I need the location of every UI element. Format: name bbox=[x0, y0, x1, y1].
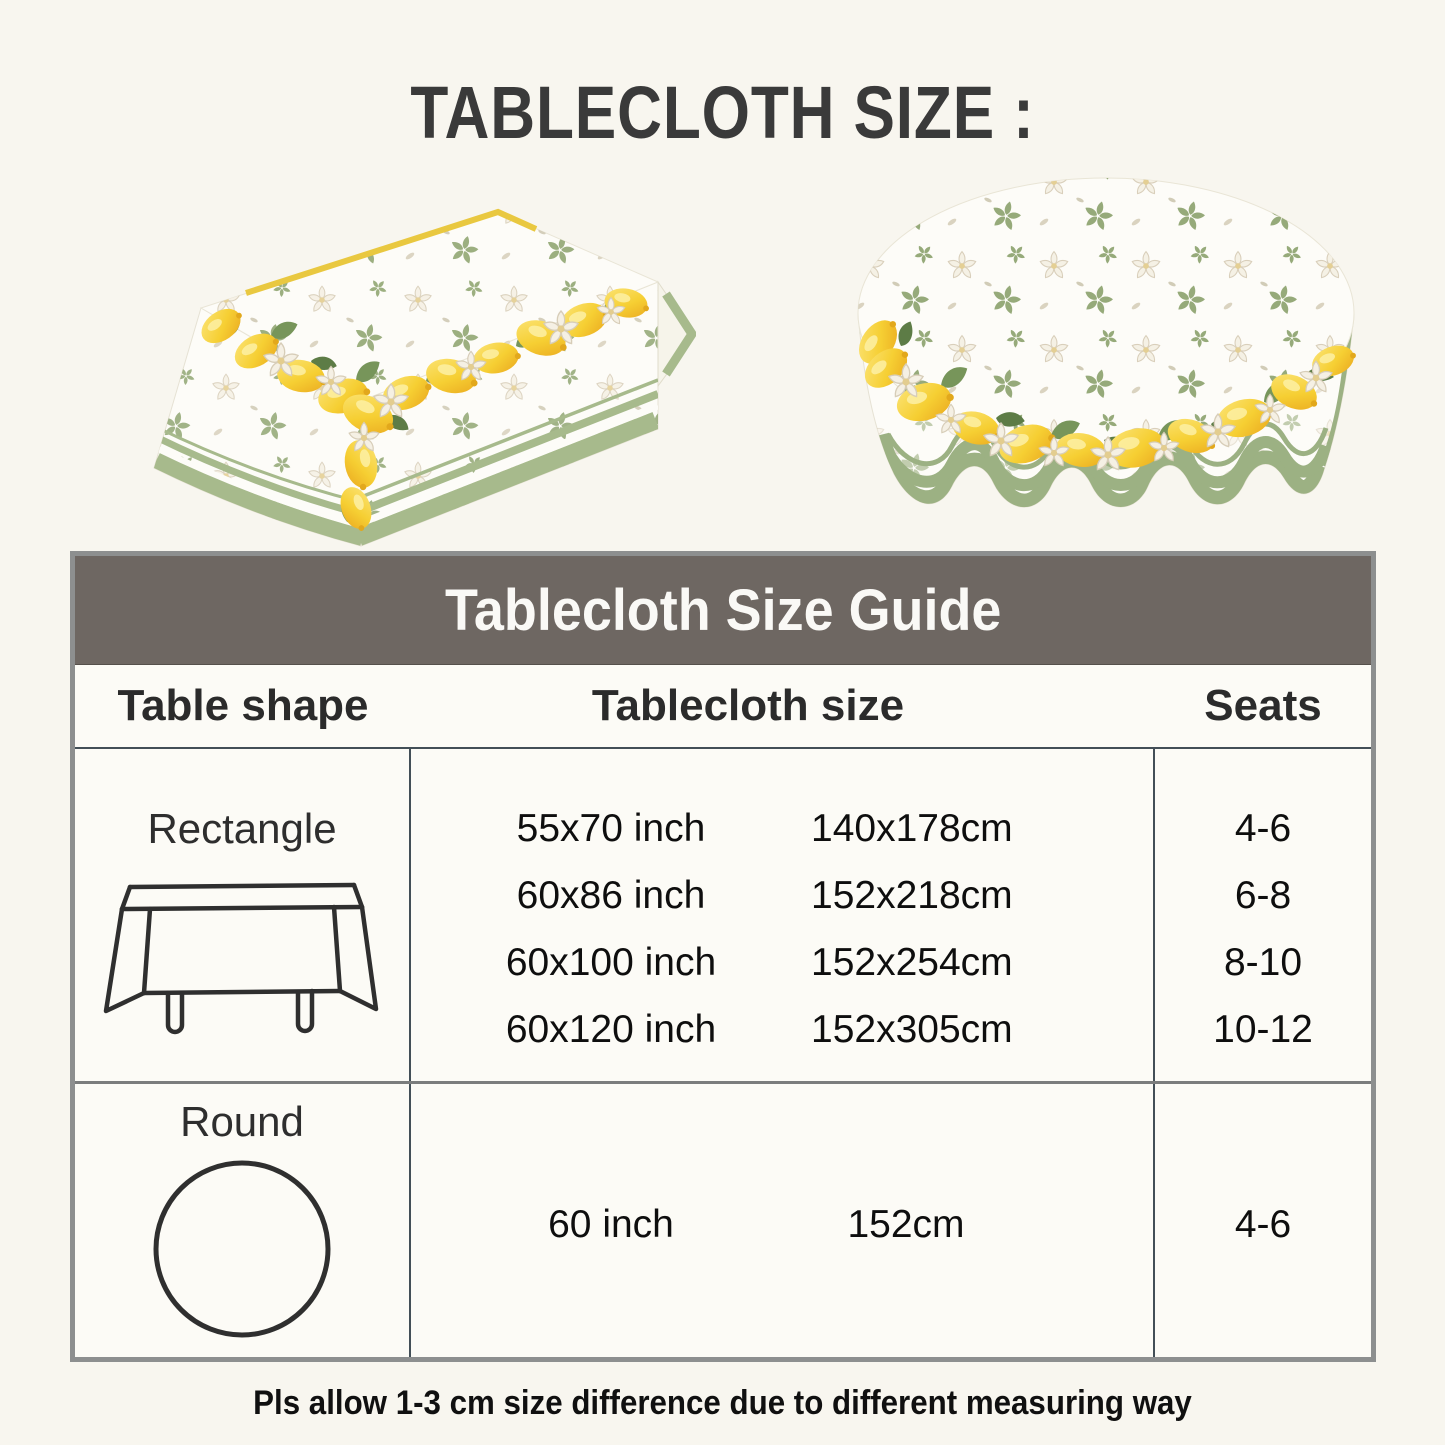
seats-value: 6-8 bbox=[1234, 873, 1292, 917]
size-inch: 60x86 inch bbox=[516, 873, 706, 917]
size-inch: 60 inch bbox=[548, 1202, 674, 1246]
size-cm: 152x305cm bbox=[811, 1007, 1013, 1051]
size-inch: 60x100 inch bbox=[505, 940, 717, 984]
size-row bbox=[411, 1006, 1153, 1054]
size-inch: 60x120 inch bbox=[505, 1007, 717, 1051]
size-cm: 152cm bbox=[847, 1202, 965, 1246]
size-guide-table bbox=[70, 551, 1376, 1362]
round-sizes-cell bbox=[411, 1084, 1155, 1357]
column-header-seats: Seats bbox=[1204, 681, 1322, 730]
round-tablecloth-image bbox=[846, 156, 1361, 551]
size-row bbox=[411, 805, 1153, 853]
table-column-headers bbox=[75, 665, 1371, 749]
rectangle-shape-cell bbox=[75, 749, 411, 1081]
rectangle-table-icon bbox=[102, 861, 382, 1045]
seats-value: 4-6 bbox=[1234, 806, 1292, 850]
seats-value: 10-12 bbox=[1213, 1007, 1313, 1051]
round-table-icon bbox=[147, 1154, 337, 1344]
rectangle-tablecloth-image bbox=[106, 186, 696, 551]
size-cm: 152x218cm bbox=[811, 873, 1013, 917]
size-row bbox=[411, 1201, 1153, 1249]
round-shape-cell bbox=[75, 1084, 411, 1357]
table-row-rectangle bbox=[75, 749, 1371, 1084]
column-header-table-shape: Table shape bbox=[117, 681, 369, 730]
column-header-tablecloth-size: Tablecloth size bbox=[591, 681, 905, 730]
shape-label-rectangle: Rectangle bbox=[147, 805, 337, 852]
table-title: Tablecloth Size Guide bbox=[444, 577, 1002, 643]
size-row bbox=[411, 939, 1153, 987]
seats-value: 4-6 bbox=[1234, 1202, 1292, 1246]
size-row bbox=[411, 872, 1153, 920]
size-cm: 140x178cm bbox=[811, 806, 1013, 850]
table-title-band bbox=[75, 556, 1371, 665]
rectangle-seats-cell bbox=[1155, 749, 1371, 1081]
size-inch: 55x70 inch bbox=[516, 806, 706, 850]
footer-note: Pls allow 1-3 cm size difference due to different measuring way bbox=[253, 1384, 1192, 1422]
page-title: TABLECLOTH SIZE : bbox=[410, 71, 1035, 154]
table-row-round bbox=[75, 1084, 1371, 1357]
shape-label-round: Round bbox=[180, 1098, 304, 1145]
size-cm: 152x254cm bbox=[811, 940, 1013, 984]
round-seats-cell bbox=[1155, 1084, 1371, 1357]
seats-value: 8-10 bbox=[1223, 940, 1303, 984]
rectangle-sizes-cell bbox=[411, 749, 1155, 1081]
